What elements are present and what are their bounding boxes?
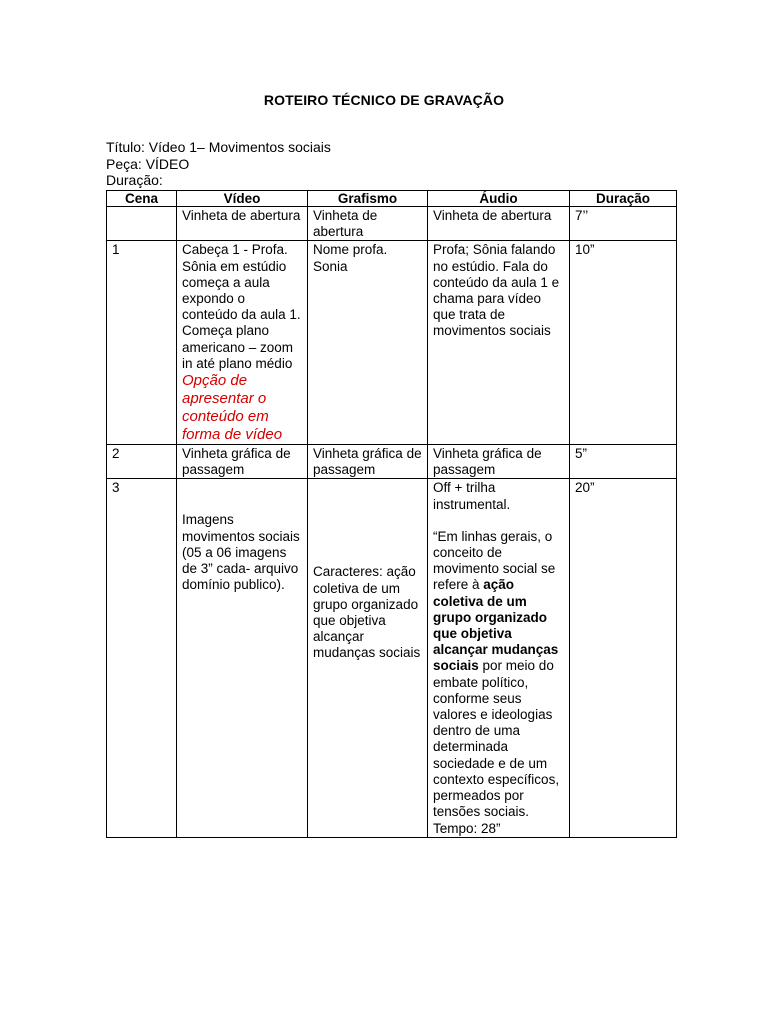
header-cena: Cena bbox=[107, 191, 177, 207]
cell-video: Vinheta de abertura bbox=[177, 207, 308, 241]
titulo-line: Título: Vídeo 1– Movimentos sociais bbox=[106, 139, 331, 155]
header-audio: Áudio bbox=[428, 191, 570, 207]
duracao-line: Duração: bbox=[106, 172, 163, 188]
cell-duracao: 5” bbox=[570, 445, 677, 479]
cell-grafismo: Nome profa. Sonia bbox=[308, 241, 428, 445]
grafismo-caracteres: Caracteres: ação coletiva de um grupo organizado que objetiva alcançar mudanças sociais bbox=[313, 564, 421, 661]
cell-video bbox=[177, 479, 308, 837]
audio-off-note: Off + trilha instrumental. bbox=[433, 480, 511, 512]
header-video: Vídeo bbox=[177, 191, 308, 207]
header-grafismo: Grafismo bbox=[308, 191, 428, 207]
cell-audio: Vinheta de abertura bbox=[428, 207, 570, 241]
video-description: Imagens movimentos sociais (05 a 06 imagens de 3” cada- arquivo domínio publico). bbox=[182, 512, 300, 593]
cell-cena: 3 bbox=[107, 479, 177, 837]
cell-cena: 2 bbox=[107, 445, 177, 479]
cell-audio: Vinheta gráfica de passagem bbox=[428, 445, 570, 479]
peca-line: Peça: VÍDEO bbox=[106, 155, 190, 172]
table-header-row bbox=[107, 191, 677, 207]
cell-grafismo: Vinheta gráfica de passagem bbox=[308, 445, 428, 479]
video-description-2: Começa plano americano – zoom in até plano médio bbox=[182, 323, 294, 371]
cell-audio bbox=[428, 479, 570, 837]
script-table bbox=[106, 190, 677, 838]
cell-video bbox=[177, 241, 308, 445]
video-option-note: Opção de apresentar o conteúdo em forma de vídeo bbox=[182, 372, 283, 444]
cell-cena bbox=[107, 207, 177, 241]
cell-grafismo: Vinheta de abertura bbox=[308, 207, 428, 241]
cell-duracao: 20” bbox=[570, 479, 677, 837]
header-duracao: Duração bbox=[570, 191, 677, 207]
cell-duracao: 10” bbox=[570, 241, 677, 445]
narration-text-2: por meio do embate político, conforme seus valores e ideologias dentro de uma determinada sociedade e de um contexto específicos, permeados por tensões sociais. bbox=[433, 658, 560, 820]
cell-audio: Profa; Sônia falando no estúdio. Fala do conteúdo da aula 1 e chama para vídeo que trata de movimentos sociais bbox=[428, 241, 570, 445]
document-title: ROTEIRO TÉCNICO DE GRAVAÇÃO bbox=[263, 92, 505, 108]
narration-text-1: “Em linhas gerais, o conceito de movimento social se refere à bbox=[433, 528, 556, 593]
audio-narration bbox=[433, 529, 564, 821]
narration-bold-text: ação coletiva de um grupo organizado que objetiva alcançar mudanças sociais bbox=[433, 577, 559, 674]
cell-duracao: 7’’ bbox=[570, 207, 677, 241]
table-row bbox=[107, 445, 677, 479]
table-row bbox=[107, 479, 677, 837]
document-meta bbox=[106, 139, 331, 189]
video-description: Cabeça 1 - Profa. Sônia em estúdio começa a aula expondo o conteúdo da aula 1. bbox=[182, 242, 301, 323]
cell-video: Vinheta gráfica de passagem bbox=[177, 445, 308, 479]
audio-tempo: Tempo: 28” bbox=[433, 820, 501, 836]
cell-cena: 1 bbox=[107, 241, 177, 445]
table-row bbox=[107, 241, 677, 445]
cell-grafismo bbox=[308, 479, 428, 837]
table-row bbox=[107, 207, 677, 241]
